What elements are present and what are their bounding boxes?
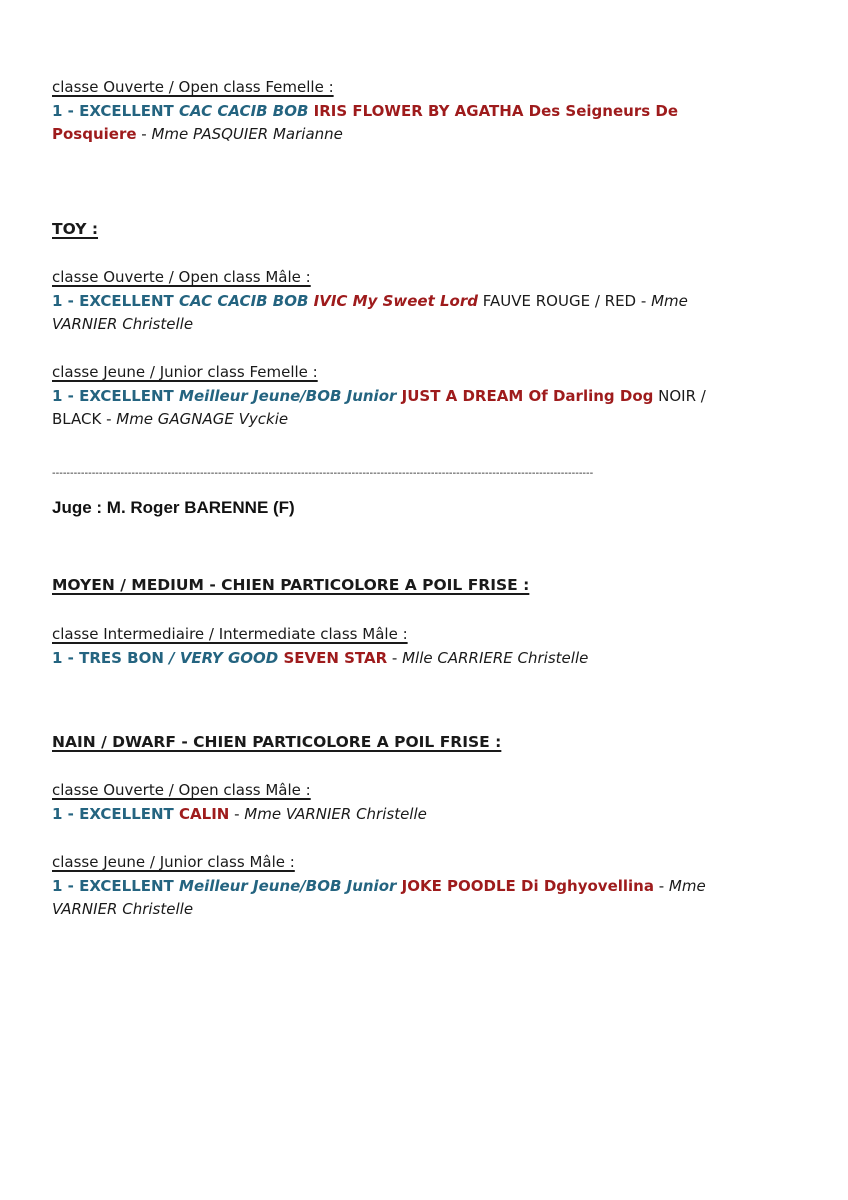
result-line [52, 647, 588, 670]
coat-color-text: FAUVE ROUGE / RED - [477, 292, 652, 310]
class-header-text: classe Jeune / Junior class Mâle : [52, 853, 295, 871]
dog-name: IRIS FLOWER BY AGATHA Des Seigneurs De [313, 102, 678, 120]
section-title-nain [52, 731, 501, 754]
result-line [52, 290, 688, 313]
award-text: 1 - EXCELLENT [52, 877, 180, 895]
dog-name: CALIN [179, 805, 230, 823]
section-title-toy [52, 218, 98, 241]
award-qualifier-text: / VERY GOOD [169, 649, 284, 667]
separator: - [653, 877, 669, 895]
class-header-text: classe Ouverte / Open class Mâle : [52, 781, 311, 799]
result-line [52, 875, 706, 898]
owner-name: Mme PASQUIER Marianne [151, 125, 343, 143]
result-line [52, 803, 427, 826]
coat-color-text: BLACK - [52, 410, 117, 428]
class-header-nain-junior-male [52, 851, 295, 874]
dog-name: JUST A DREAM Of Darling Dog [401, 387, 654, 405]
owner-name: VARNIER Christelle [52, 900, 194, 918]
dashed-divider [52, 462, 593, 485]
dog-name: IVIC My Sweet Lord [313, 292, 478, 310]
separator: - [136, 125, 152, 143]
result-line [52, 100, 678, 123]
section-title-moyen [52, 574, 529, 597]
class-header-nain-open-male [52, 779, 311, 802]
result-entry-nain-junior-male [52, 875, 706, 921]
award-text: 1 - TRES BON [52, 649, 170, 667]
class-header-text: classe Ouverte / Open class Mâle : [52, 268, 311, 286]
separator: - [229, 805, 245, 823]
result-entry-open-female [52, 100, 678, 146]
coat-color-text: NOIR / [653, 387, 706, 405]
award-text: 1 - EXCELLENT [52, 292, 180, 310]
owner-name: Mme [651, 292, 688, 310]
divider-dashes: ------------------------------------------------------------------------------------------------------------------------------------------------------ [52, 468, 594, 479]
result-entry-toy-junior-female [52, 385, 706, 431]
award-qualifier-text: Meilleur Jeune/BOB Junior [179, 387, 402, 405]
award-text: 1 - EXCELLENT [52, 805, 180, 823]
result-entry-nain-open-male [52, 803, 427, 826]
class-header-text: classe Intermediaire / Intermediate class Mâle : [52, 625, 408, 643]
judge-line [52, 496, 295, 519]
class-header-toy-junior-female [52, 361, 318, 384]
dog-name: Posquiere [52, 125, 137, 143]
class-header-toy-open-male [52, 266, 311, 289]
owner-name: Mme GAGNAGE Vyckie [116, 410, 289, 428]
judge-text: Juge : M. Roger BARENNE (F) [52, 498, 295, 517]
class-header-text: classe Ouverte / Open class Femelle : [52, 78, 334, 96]
result-line [52, 385, 706, 408]
award-text: 1 - EXCELLENT [52, 102, 180, 120]
dog-name: JOKE POODLE Di Dghyovellina [401, 877, 654, 895]
section-title-text: TOY : [52, 220, 99, 238]
class-header-open-female [52, 76, 334, 99]
class-header-text: classe Jeune / Junior class Femelle : [52, 363, 318, 381]
award-qualifier-text: CAC CACIB BOB [179, 102, 314, 120]
separator: - [387, 649, 403, 667]
dog-name: SEVEN STAR [283, 649, 388, 667]
award-qualifier-text: Meilleur Jeune/BOB Junior [179, 877, 402, 895]
result-entry-toy-open-male [52, 290, 688, 336]
section-title-text: MOYEN / MEDIUM - CHIEN PARTICOLORE A POIL FRISE : [52, 576, 530, 594]
result-line [52, 898, 706, 921]
section-title-text: NAIN / DWARF - CHIEN PARTICOLORE A POIL FRISE : [52, 733, 502, 751]
class-header-moyen-intermediate [52, 623, 408, 646]
award-text: 1 - EXCELLENT [52, 387, 180, 405]
owner-name: Mme VARNIER Christelle [244, 805, 427, 823]
result-line [52, 408, 706, 431]
result-entry-moyen-intermediate [52, 647, 588, 670]
owner-name: VARNIER Christelle [52, 315, 194, 333]
result-line [52, 313, 688, 336]
owner-name: Mme [668, 877, 706, 895]
owner-name: Mlle CARRIERE Christelle [402, 649, 589, 667]
award-qualifier-text: CAC CACIB BOB [179, 292, 314, 310]
result-line [52, 123, 678, 146]
